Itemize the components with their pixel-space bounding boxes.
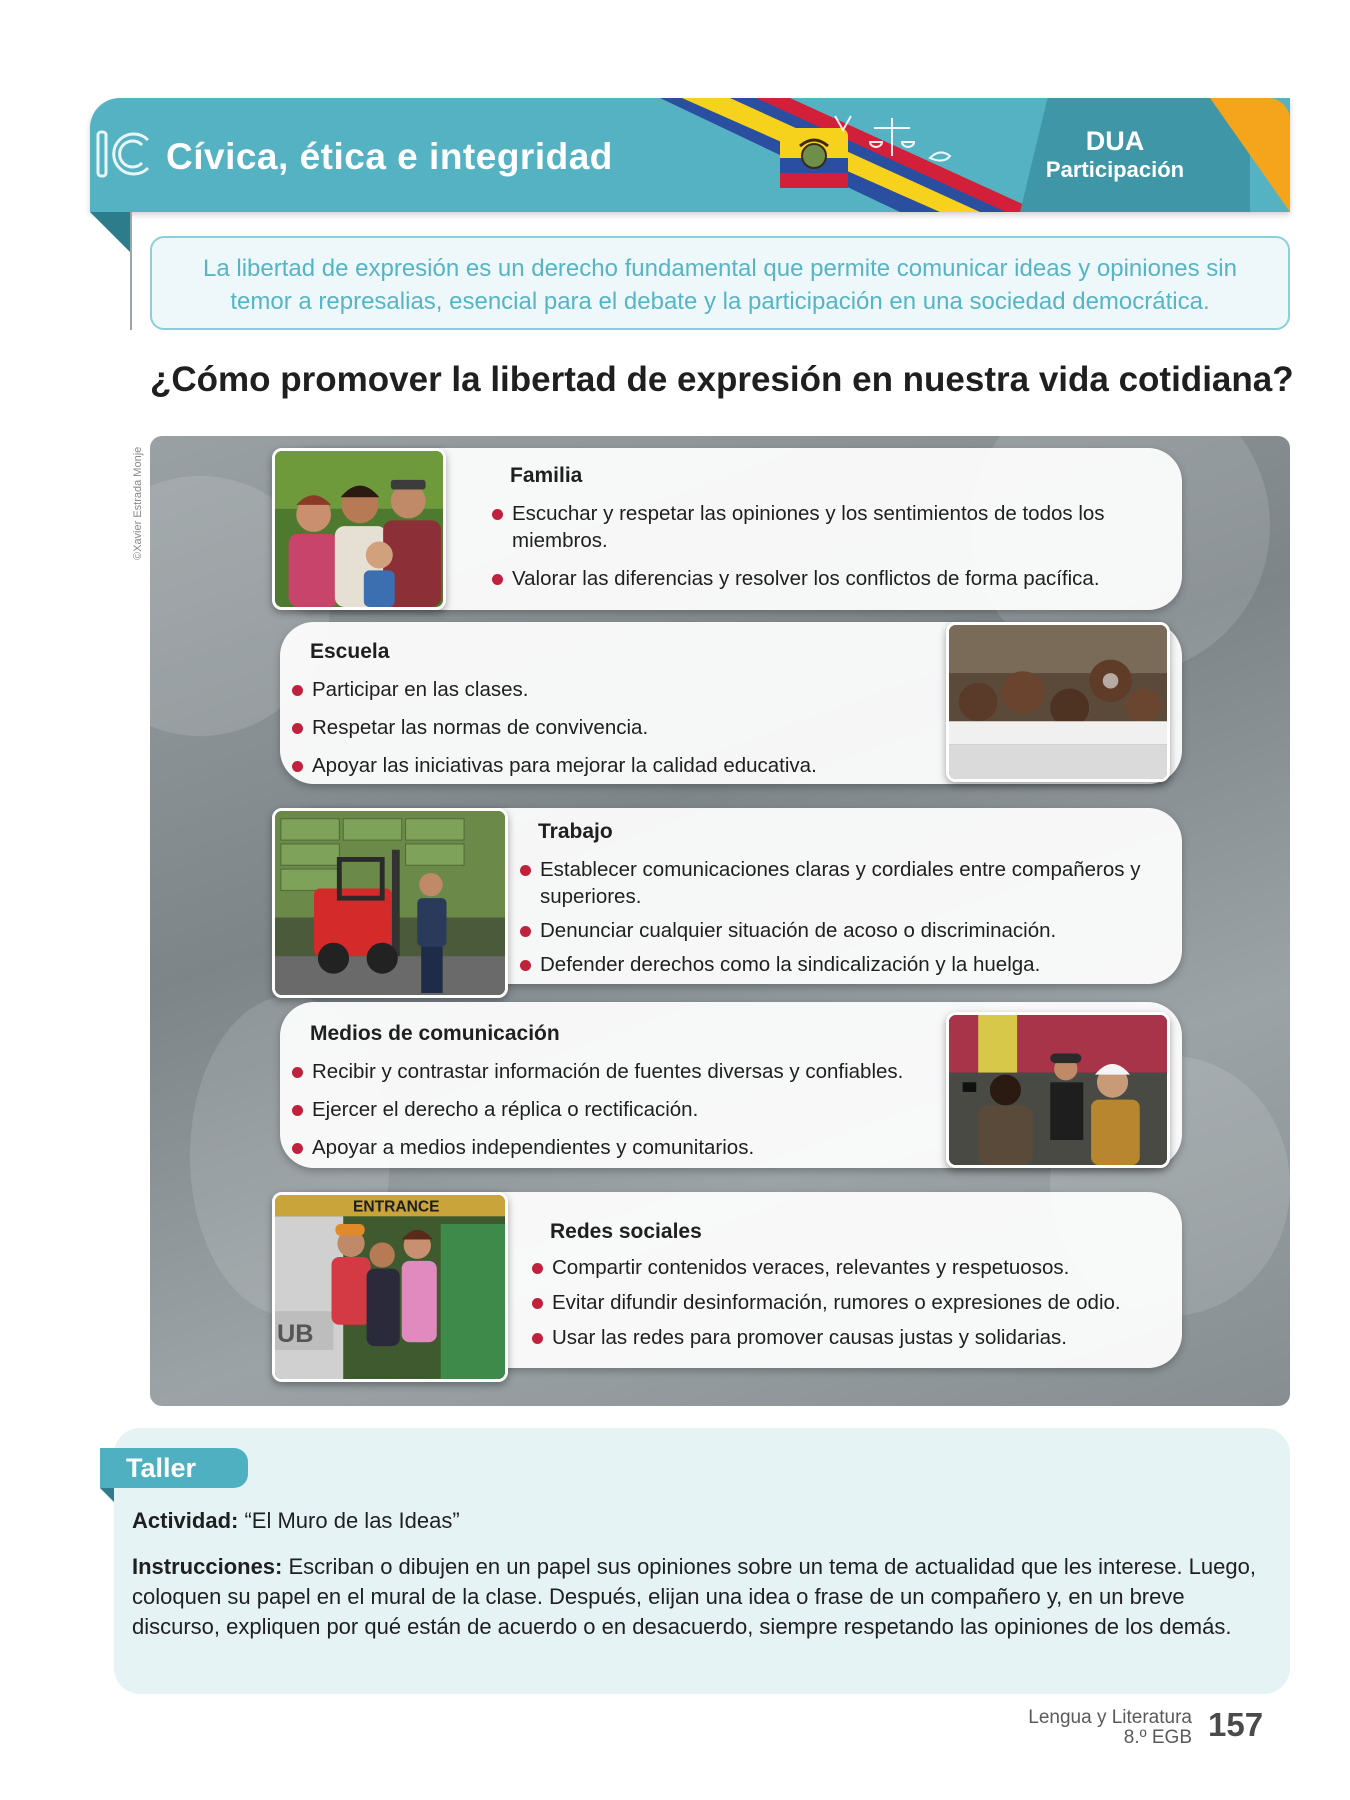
activity-value: “El Muro de las Ideas” [244,1508,460,1533]
list-item: Valorar las diferencias y resolver los conflictos de forma pacífica. [490,565,1150,592]
footer-grade: 8.º EGB [1123,1727,1192,1748]
card-list [490,500,1150,592]
page-question: ¿Cómo promover la libertad de expresión en nuestra vida cotidiana? [150,360,1294,399]
section-title: Cívica, ética e integridad [166,136,613,177]
entrance-sign-text: ENTRANCE [352,1198,440,1216]
definition-box: La libertad de expresión es un derecho fundamental que permite comunicar ideas y opiniones sin temor a represalias, esencial para el debate y la participación en una sociedad democrática. [150,236,1290,330]
photo-credit: ©Xavier Estrada Monje [132,446,144,560]
activity-label: Actividad: [132,1508,239,1533]
page-number: 157 [1208,1706,1264,1743]
list-item: Recibir y contrastar información de fuentes diversas y confiables. [290,1058,950,1085]
card-list [530,1254,1170,1351]
card-title: Escuela [310,640,390,663]
card-title: Medios de comunicación [310,1022,560,1045]
photo-family [272,448,446,610]
taller-tab: Taller [100,1448,248,1488]
card-list [518,856,1158,978]
infographic-collage [150,436,1290,1406]
section-header [90,98,1290,212]
card-list [290,1058,950,1161]
photo-school-children [946,622,1170,782]
list-item: Respetar las normas de convivencia. [290,714,940,741]
ic-logo-icon [96,128,154,180]
list-item: Participar en las clases. [290,676,940,703]
instructions-label: Instrucciones: [132,1554,283,1579]
list-item: Establecer comunicaciones claras y cordiales entre compañeros y superiores. [518,856,1158,910]
dua-title: DUA [1085,126,1145,156]
list-item: Denunciar cualquier situación de acoso o discriminación. [518,917,1158,944]
card-list [290,676,940,779]
margin-line [130,212,132,330]
taller-activity [132,1508,460,1534]
header-fold [90,212,130,252]
photo-social-media-women [272,1192,508,1382]
card-title: Redes sociales [550,1220,702,1243]
list-item: Ejercer el derecho a réplica o rectificación. [290,1096,950,1123]
photo-forklift-worker [272,808,508,998]
list-item: Escuchar y respetar las opiniones y los sentimientos de todos los miembros. [490,500,1150,554]
list-item: Usar las redes para promover causas justas y solidarias. [530,1324,1170,1351]
card-title: Trabajo [538,820,613,843]
dua-subtitle: Participación [1045,157,1185,182]
van-text: UB [276,1320,314,1349]
dua-label [1020,126,1210,184]
taller-tab-fold [100,1488,114,1502]
footer-subject: Lengua y Literatura [1028,1707,1192,1728]
list-item: Compartir contenidos veraces, relevantes y respetuosos. [530,1254,1170,1281]
card-title: Familia [510,464,583,487]
list-item: Evitar difundir desinformación, rumores o expresiones de odio. [530,1289,1170,1316]
list-item: Defender derechos como la sindicalización y la huelga. [518,951,1158,978]
instructions-text: Escriban o dibujen en un papel sus opiniones sobre un tema de actualidad que les interese. Luego, coloquen su papel en el mural de la clase. Después, elijan una idea o frase de un compañero y, en un breve discurso, expliquen por qué están de acuerdo o en desacuerdo, siempre respetando las opiniones de los demás. [132,1554,1256,1639]
list-item: Apoyar las iniciativas para mejorar la calidad educativa. [290,752,940,779]
photo-press-interview [946,1012,1170,1168]
taller-instructions [132,1552,1272,1642]
list-item: Apoyar a medios independientes y comunitarios. [290,1134,950,1161]
